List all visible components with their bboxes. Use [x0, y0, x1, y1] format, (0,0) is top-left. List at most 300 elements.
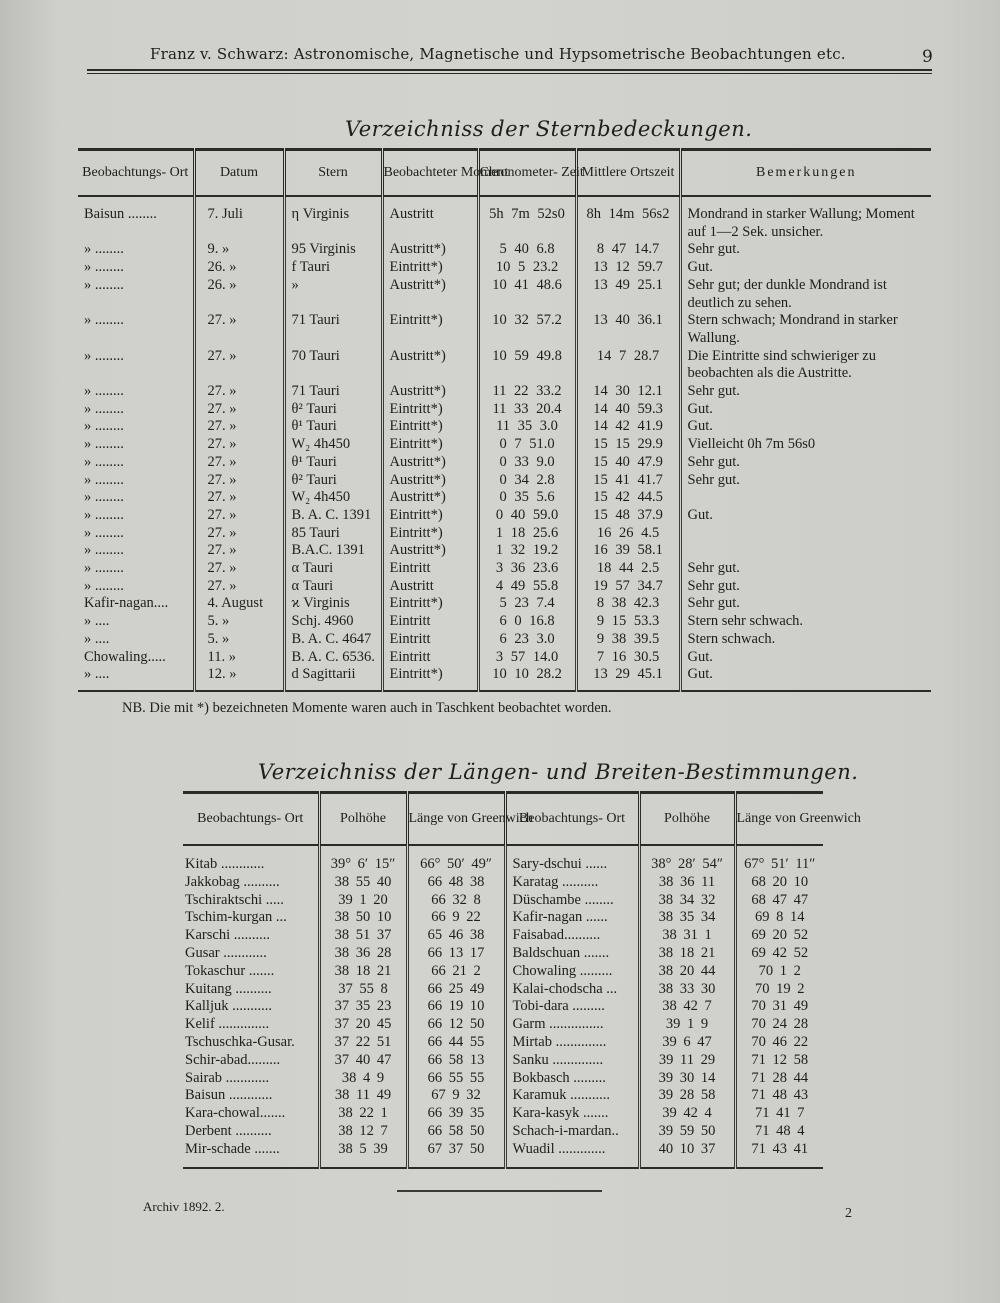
cell-place: » ........: [78, 259, 194, 277]
table-row: [78, 525, 931, 543]
cell-date: 9. »: [194, 241, 284, 259]
cell-moment: Eintritt*): [382, 259, 478, 277]
column-header: Chronometer- Zeit: [478, 150, 576, 197]
cell-lon1: 66 12 50: [407, 1016, 505, 1034]
cell-place2: Sanku ..............: [505, 1052, 639, 1070]
cell-place1: Tokaschur .......: [183, 963, 319, 981]
cell-place1: Kelif ..............: [183, 1016, 319, 1034]
cell-lon2: 68 47 47: [751, 891, 809, 908]
cell-lon1: 66 13 17: [407, 945, 505, 963]
cell-lon2: 70 24 28: [751, 1016, 809, 1033]
cell-place: » ........: [78, 507, 194, 525]
cell-remark: Sehr gut.: [687, 241, 740, 258]
cell-star: B.A.C. 1391: [284, 542, 382, 560]
cell-moment: Austritt: [382, 578, 478, 596]
occultations-title: Verzeichniss der Sternbedeckungen.: [345, 117, 753, 141]
cell-mean: 16 26 4.5: [576, 525, 680, 543]
cell-lat2: 39 11 29: [639, 1052, 735, 1070]
cell-place: » ........: [78, 312, 194, 347]
cell-lat1: 38 55 40: [319, 874, 407, 892]
cell-mean: 14 30 12.1: [576, 383, 680, 401]
cell-place: » ........: [78, 348, 194, 383]
cell-moment: Eintritt: [382, 613, 478, 631]
cell-place: » ........: [78, 542, 194, 560]
cell-place2: Karatag ..........: [505, 874, 639, 892]
cell-place: » ........: [78, 241, 194, 259]
cell-place1: Baisun ............: [183, 1087, 319, 1105]
cell-lat1: 39° 6′ 15″: [319, 845, 407, 874]
cell-place: » ........: [78, 489, 194, 507]
cell-lat1: 37 35 23: [319, 998, 407, 1016]
cell-place1: Jakkobag ..........: [183, 874, 319, 892]
cell-remark: Gut.: [687, 400, 713, 417]
cell-chrono: 5 40 6.8: [478, 241, 576, 259]
cell-moment: Eintritt: [382, 631, 478, 649]
cell-moment: Austritt*): [382, 348, 478, 383]
cell-mean: 15 48 37.9: [576, 507, 680, 525]
column-header: Beobachteter Moment: [382, 150, 478, 197]
cell-lat2: 38 18 21: [639, 945, 735, 963]
cell-star: Schj. 4960: [284, 613, 382, 631]
cell-lon1: 66 21 2: [407, 963, 505, 981]
cell-remark: Stern schwach.: [687, 630, 776, 647]
cell-date: 27. »: [194, 401, 284, 419]
table-row: [183, 981, 823, 999]
cell-lat2: 39 59 50: [639, 1123, 735, 1141]
cell-lon2: 69 20 52: [751, 927, 809, 944]
cell-place: » ....: [78, 666, 194, 691]
cell-lat2: 39 6 47: [639, 1034, 735, 1052]
cell-place1: Kitab ............: [183, 845, 319, 874]
cell-remark: Gut.: [687, 418, 713, 435]
cell-chrono: 0 40 59.0: [478, 507, 576, 525]
table-row: [183, 874, 823, 892]
cell-date: 27. »: [194, 578, 284, 596]
cell-mean: 8 38 42.3: [576, 595, 680, 613]
cell-star: B. A. C. 1391: [284, 507, 382, 525]
cell-place2: Baldschuan .......: [505, 945, 639, 963]
cell-place1: Derbent ..........: [183, 1123, 319, 1141]
cell-remark: Sehr gut.: [687, 453, 740, 470]
cell-date: 5. »: [194, 631, 284, 649]
cell-date: 4. August: [194, 595, 284, 613]
cell-place2: Kalai-chodscha ...: [505, 981, 639, 999]
cell-lon2: 67° 51′ 11″: [744, 856, 816, 872]
cell-place2: Kafir-nagan ......: [505, 909, 639, 927]
cell-moment: Eintritt*): [382, 666, 478, 691]
cell-star: W₂ 4h450: [284, 436, 382, 454]
cell-chrono: 11 22 33.2: [478, 383, 576, 401]
cell-remark: Gut.: [687, 259, 713, 276]
cell-star: W₂ 4h450: [284, 489, 382, 507]
table-row: [183, 845, 823, 874]
cell-remark: [680, 489, 931, 507]
cell-lon1: 66° 50′ 49″: [407, 845, 505, 874]
cell-star: f Tauri: [284, 259, 382, 277]
cell-mean: 8 47 14.7: [576, 241, 680, 259]
footer-signature-number: 2: [845, 1206, 852, 1221]
cell-date: 27. »: [194, 560, 284, 578]
cell-place1: Kalljuk ...........: [183, 998, 319, 1016]
cell-place1: Tschuschka-Gusar.: [183, 1034, 319, 1052]
cell-place: » ........: [78, 277, 194, 312]
table-row: [78, 472, 931, 490]
cell-lon2: 71 48 4: [755, 1122, 805, 1139]
table-row: [183, 1070, 823, 1088]
cell-chrono: 10 41 48.6: [478, 277, 576, 312]
cell-mean: 15 42 44.5: [576, 489, 680, 507]
cell-moment: Eintritt*): [382, 436, 478, 454]
table-row: [78, 578, 931, 596]
cell-lon1: 66 48 38: [407, 874, 505, 892]
cell-lat1: 37 55 8: [319, 981, 407, 999]
cell-chrono: 5h 7m 52s0: [478, 196, 576, 241]
cell-chrono: 1 32 19.2: [478, 542, 576, 560]
cell-date: 27. »: [194, 454, 284, 472]
cell-remark: Mondrand in starker Wallung; Moment auf 1—2 Sek. unsicher.: [687, 206, 915, 240]
cell-star: d Sagittarii: [284, 666, 382, 691]
cell-mean: 15 40 47.9: [576, 454, 680, 472]
cell-place1: Schir-abad.........: [183, 1052, 319, 1070]
cell-place1: Sairab ............: [183, 1070, 319, 1088]
cell-moment: Eintritt*): [382, 507, 478, 525]
cell-moment: Austritt*): [382, 277, 478, 312]
cell-chrono: 10 5 23.2: [478, 259, 576, 277]
table-row: [183, 1034, 823, 1052]
cell-lon2: 70 46 22: [751, 1033, 809, 1050]
cell-lat2: 38 34 32: [639, 892, 735, 910]
cell-moment: Eintritt: [382, 649, 478, 667]
cell-lat2: 38 20 44: [639, 963, 735, 981]
cell-chrono: 10 32 57.2: [478, 312, 576, 347]
cell-star: »: [284, 277, 382, 312]
cell-moment: Austritt*): [382, 489, 478, 507]
positions-header-row: [183, 793, 823, 846]
cell-remark: Die Eintritte sind schwieriger zu beobachten als die Austritte.: [687, 347, 876, 382]
cell-place: » ........: [78, 383, 194, 401]
table-row: [183, 927, 823, 945]
column-header: Bemerkungen: [680, 150, 931, 197]
cell-remark: [680, 542, 931, 560]
positions-title: Verzeichniss der Längen- und Breiten-Bestimmungen.: [258, 760, 859, 784]
cell-star: 71 Tauri: [284, 312, 382, 347]
cell-moment: Eintritt*): [382, 595, 478, 613]
cell-lat1: 39 1 20: [319, 892, 407, 910]
cell-star: B. A. C. 6536.: [284, 649, 382, 667]
cell-mean: 14 40 59.3: [576, 401, 680, 419]
cell-date: 27. »: [194, 507, 284, 525]
cell-moment: Austritt*): [382, 472, 478, 490]
cell-date: 27. »: [194, 418, 284, 436]
cell-mean: 13 29 45.1: [576, 666, 680, 691]
cell-place: Chowaling.....: [78, 649, 194, 667]
cell-remark: Sehr gut.: [687, 471, 740, 488]
cell-lon2: 70 31 49: [751, 998, 809, 1015]
column-header: Länge von Greenwich: [407, 793, 505, 846]
cell-place: » ........: [78, 436, 194, 454]
cell-lon1: 66 44 55: [407, 1034, 505, 1052]
cell-chrono: 1 18 25.6: [478, 525, 576, 543]
cell-place1: Gusar ............: [183, 945, 319, 963]
cell-chrono: 3 57 14.0: [478, 649, 576, 667]
column-header: Länge von Greenwich: [735, 793, 823, 846]
cell-chrono: 3 36 23.6: [478, 560, 576, 578]
cell-moment: Austritt*): [382, 383, 478, 401]
footer-rule: [397, 1190, 602, 1192]
cell-moment: Eintritt*): [382, 312, 478, 347]
cell-star: α Tauri: [284, 578, 382, 596]
cell-remark: Stern schwach; Mondrand in starker Wallung.: [687, 312, 898, 346]
table-row: [183, 945, 823, 963]
cell-star: θ² Tauri: [284, 472, 382, 490]
cell-place1: Tschim-kurgan ...: [183, 909, 319, 927]
cell-star: η Virginis: [284, 196, 382, 241]
cell-lat1: 38 36 28: [319, 945, 407, 963]
cell-place: Kafir-nagan....: [78, 595, 194, 613]
page-number: 9: [922, 47, 933, 67]
cell-lat2: 38 42 7: [639, 998, 735, 1016]
cell-date: 27. »: [194, 348, 284, 383]
cell-place: » ........: [78, 472, 194, 490]
cell-mean: 16 39 58.1: [576, 542, 680, 560]
cell-lat2: 39 1 9: [639, 1016, 735, 1034]
cell-chrono: 6 23 3.0: [478, 631, 576, 649]
cell-lon2: 71 28 44: [751, 1069, 809, 1086]
cell-lon1: 66 58 50: [407, 1123, 505, 1141]
cell-lon2: 70 19 2: [755, 980, 805, 997]
table-row: [183, 1052, 823, 1070]
cell-chrono: 10 59 49.8: [478, 348, 576, 383]
table-row: [183, 892, 823, 910]
cell-date: 27. »: [194, 472, 284, 490]
cell-lon1: 65 46 38: [407, 927, 505, 945]
cell-lon2: 68 20 10: [751, 873, 809, 890]
cell-mean: 18 44 2.5: [576, 560, 680, 578]
column-header: Polhöhe: [639, 793, 735, 846]
cell-lat2: 38 31 1: [639, 927, 735, 945]
table-row: [78, 436, 931, 454]
cell-moment: Austritt: [382, 196, 478, 241]
cell-remark: Gut.: [687, 648, 713, 665]
cell-place: » ........: [78, 525, 194, 543]
table-row: [78, 383, 931, 401]
cell-mean: 15 41 41.7: [576, 472, 680, 490]
table-row: [78, 418, 931, 436]
table-row: [78, 401, 931, 419]
column-header: Beobachtungs- Ort: [78, 150, 194, 197]
table-row: [78, 277, 931, 312]
cell-star: θ² Tauri: [284, 401, 382, 419]
cell-chrono: 11 35 3.0: [478, 418, 576, 436]
table-row: [183, 1087, 823, 1105]
cell-lon1: 66 25 49: [407, 981, 505, 999]
cell-lon1: 66 58 13: [407, 1052, 505, 1070]
cell-place1: Tschiraktschi .....: [183, 892, 319, 910]
cell-place: » ....: [78, 613, 194, 631]
cell-lat2: 38 35 34: [639, 909, 735, 927]
cell-moment: Austritt*): [382, 241, 478, 259]
cell-place2: Tobi-dara .........: [505, 998, 639, 1016]
cell-place: » ........: [78, 418, 194, 436]
cell-lat2: 39 28 58: [639, 1087, 735, 1105]
cell-place2: Bokbasch .........: [505, 1070, 639, 1088]
cell-place2: Düschambe ........: [505, 892, 639, 910]
column-header: Beobachtungs- Ort: [183, 793, 319, 846]
cell-lon2: 71 12 58: [751, 1051, 809, 1068]
cell-remark: Gut.: [680, 666, 931, 691]
cell-moment: Eintritt: [382, 560, 478, 578]
cell-lat1: 38 5 39: [319, 1141, 407, 1168]
cell-lon2: 71 48 43: [751, 1087, 809, 1104]
cell-place: » ....: [78, 631, 194, 649]
cell-mean: 7 16 30.5: [576, 649, 680, 667]
cell-mean: 9 15 53.3: [576, 613, 680, 631]
cell-lon1: 66 39 35: [407, 1105, 505, 1123]
cell-chrono: 11 33 20.4: [478, 401, 576, 419]
cell-place1: Kara-chowal.......: [183, 1105, 319, 1123]
cell-lon2: 71 41 7: [755, 1105, 805, 1122]
cell-mean: 8h 14m 56s2: [576, 196, 680, 241]
cell-date: 27. »: [194, 383, 284, 401]
cell-place2: Faisabad..........: [505, 927, 639, 945]
cell-star: 70 Tauri: [284, 348, 382, 383]
cell-lon1: 67 9 32: [407, 1087, 505, 1105]
table-row: [183, 1141, 823, 1168]
cell-place2: Chowaling .........: [505, 963, 639, 981]
cell-lat2: 39 42 4: [639, 1105, 735, 1123]
cell-remark: Sehr gut.: [687, 383, 740, 400]
table-row: [78, 613, 931, 631]
cell-chrono: 0 35 5.6: [478, 489, 576, 507]
footer-archive: Archiv 1892. 2.: [143, 1199, 225, 1214]
table-row: [183, 1105, 823, 1123]
cell-date: 26. »: [194, 277, 284, 312]
cell-place: » ........: [78, 454, 194, 472]
cell-moment: Eintritt*): [382, 525, 478, 543]
column-header: Beobachtungs- Ort: [505, 793, 639, 846]
cell-place: Baisun ........: [78, 196, 194, 241]
cell-star: α Tauri: [284, 560, 382, 578]
table-row: [78, 454, 931, 472]
table-row: [78, 196, 931, 241]
cell-lon1: 66 9 22: [407, 909, 505, 927]
cell-star: θ¹ Tauri: [284, 454, 382, 472]
cell-remark: Gut.: [687, 506, 713, 523]
cell-date: 27. »: [194, 542, 284, 560]
table-row: [78, 560, 931, 578]
cell-mean: 13 40 36.1: [576, 312, 680, 347]
cell-chrono: 6 0 16.8: [478, 613, 576, 631]
cell-lon2: 69 42 52: [751, 944, 809, 961]
cell-date: 5. »: [194, 613, 284, 631]
cell-remark: Sehr gut.: [687, 577, 740, 594]
cell-moment: Austritt*): [382, 542, 478, 560]
cell-lon1: 67 37 50: [407, 1141, 505, 1168]
cell-chrono: 5 23 7.4: [478, 595, 576, 613]
cell-lat2: 38 36 11: [639, 874, 735, 892]
cell-lat1: 37 20 45: [319, 1016, 407, 1034]
cell-place2: Mirtab ..............: [505, 1034, 639, 1052]
occultations-table: [78, 148, 931, 692]
cell-mean: 13 49 25.1: [576, 277, 680, 312]
cell-moment: Austritt*): [382, 454, 478, 472]
positions-table: [183, 791, 861, 1169]
cell-lat1: 38 12 7: [319, 1123, 407, 1141]
table-row: [78, 348, 931, 383]
cell-remark: Vielleicht 0h 7m 56s0: [687, 436, 816, 453]
cell-chrono: 0 33 9.0: [478, 454, 576, 472]
cell-place: » ........: [78, 560, 194, 578]
cell-lat2: 39 30 14: [639, 1070, 735, 1088]
column-header: Datum: [194, 150, 284, 197]
cell-date: 26. »: [194, 259, 284, 277]
cell-moment: Eintritt*): [382, 401, 478, 419]
table-row: [78, 595, 931, 613]
table-row: [78, 259, 931, 277]
table-row: [78, 649, 931, 667]
cell-mean: 15 15 29.9: [576, 436, 680, 454]
cell-place: » ........: [78, 401, 194, 419]
cell-lon2: 71 43 41: [735, 1141, 823, 1168]
cell-star: ϰ Virginis: [284, 595, 382, 613]
cell-date: 27. »: [194, 436, 284, 454]
cell-date: 11. »: [194, 649, 284, 667]
occultations-header-row: [78, 150, 931, 197]
cell-chrono: 4 49 55.8: [478, 578, 576, 596]
cell-lat1: 38 11 49: [319, 1087, 407, 1105]
cell-place2: Schach-i-mardan..: [505, 1123, 639, 1141]
cell-lon1: 66 32 8: [407, 892, 505, 910]
cell-place1: Kuitang ..........: [183, 981, 319, 999]
cell-lat1: 38 18 21: [319, 963, 407, 981]
cell-lat2: 38° 28′ 54″: [639, 845, 735, 874]
cell-remark: Sehr gut.: [687, 560, 740, 577]
cell-mean: 19 57 34.7: [576, 578, 680, 596]
cell-mean: 13 12 59.7: [576, 259, 680, 277]
cell-lon2: 70 1 2: [758, 962, 801, 979]
cell-place1: Mir-schade .......: [183, 1141, 319, 1168]
cell-chrono: 0 7 51.0: [478, 436, 576, 454]
footnote: NB. Die mit *) bezeichneten Momente waren auch in Taschkent beobachtet worden.: [122, 700, 612, 716]
cell-lat2: 38 33 30: [639, 981, 735, 999]
cell-date: 27. »: [194, 489, 284, 507]
table-row: [78, 666, 931, 691]
cell-lat1: 38 50 10: [319, 909, 407, 927]
cell-chrono: 10 10 28.2: [478, 666, 576, 691]
cell-star: 95 Virginis: [284, 241, 382, 259]
cell-lon1: 66 19 10: [407, 998, 505, 1016]
cell-lat1: 38 22 1: [319, 1105, 407, 1123]
table-row: [78, 542, 931, 560]
cell-lon2: 69 8 14: [755, 909, 805, 926]
cell-lat1: 38 4 9: [319, 1070, 407, 1088]
table-row: [183, 909, 823, 927]
cell-star: B. A. C. 4647: [284, 631, 382, 649]
cell-place2: Garm ...............: [505, 1016, 639, 1034]
cell-mean: 14 42 41.9: [576, 418, 680, 436]
header-rule-top: [87, 69, 932, 71]
cell-moment: Eintritt*): [382, 418, 478, 436]
running-title: Franz v. Schwarz: Astronomische, Magnetische und Hypsometrische Beobachtungen etc.: [150, 45, 846, 63]
header-rule-bottom: [87, 73, 932, 74]
table-row: [183, 1123, 823, 1141]
cell-lat1: 37 40 47: [319, 1052, 407, 1070]
table-row: [78, 631, 931, 649]
table-row: [183, 1016, 823, 1034]
cell-date: 27. »: [194, 525, 284, 543]
cell-remark: Sehr gut.: [687, 595, 740, 612]
cell-date: 12. »: [194, 666, 284, 691]
